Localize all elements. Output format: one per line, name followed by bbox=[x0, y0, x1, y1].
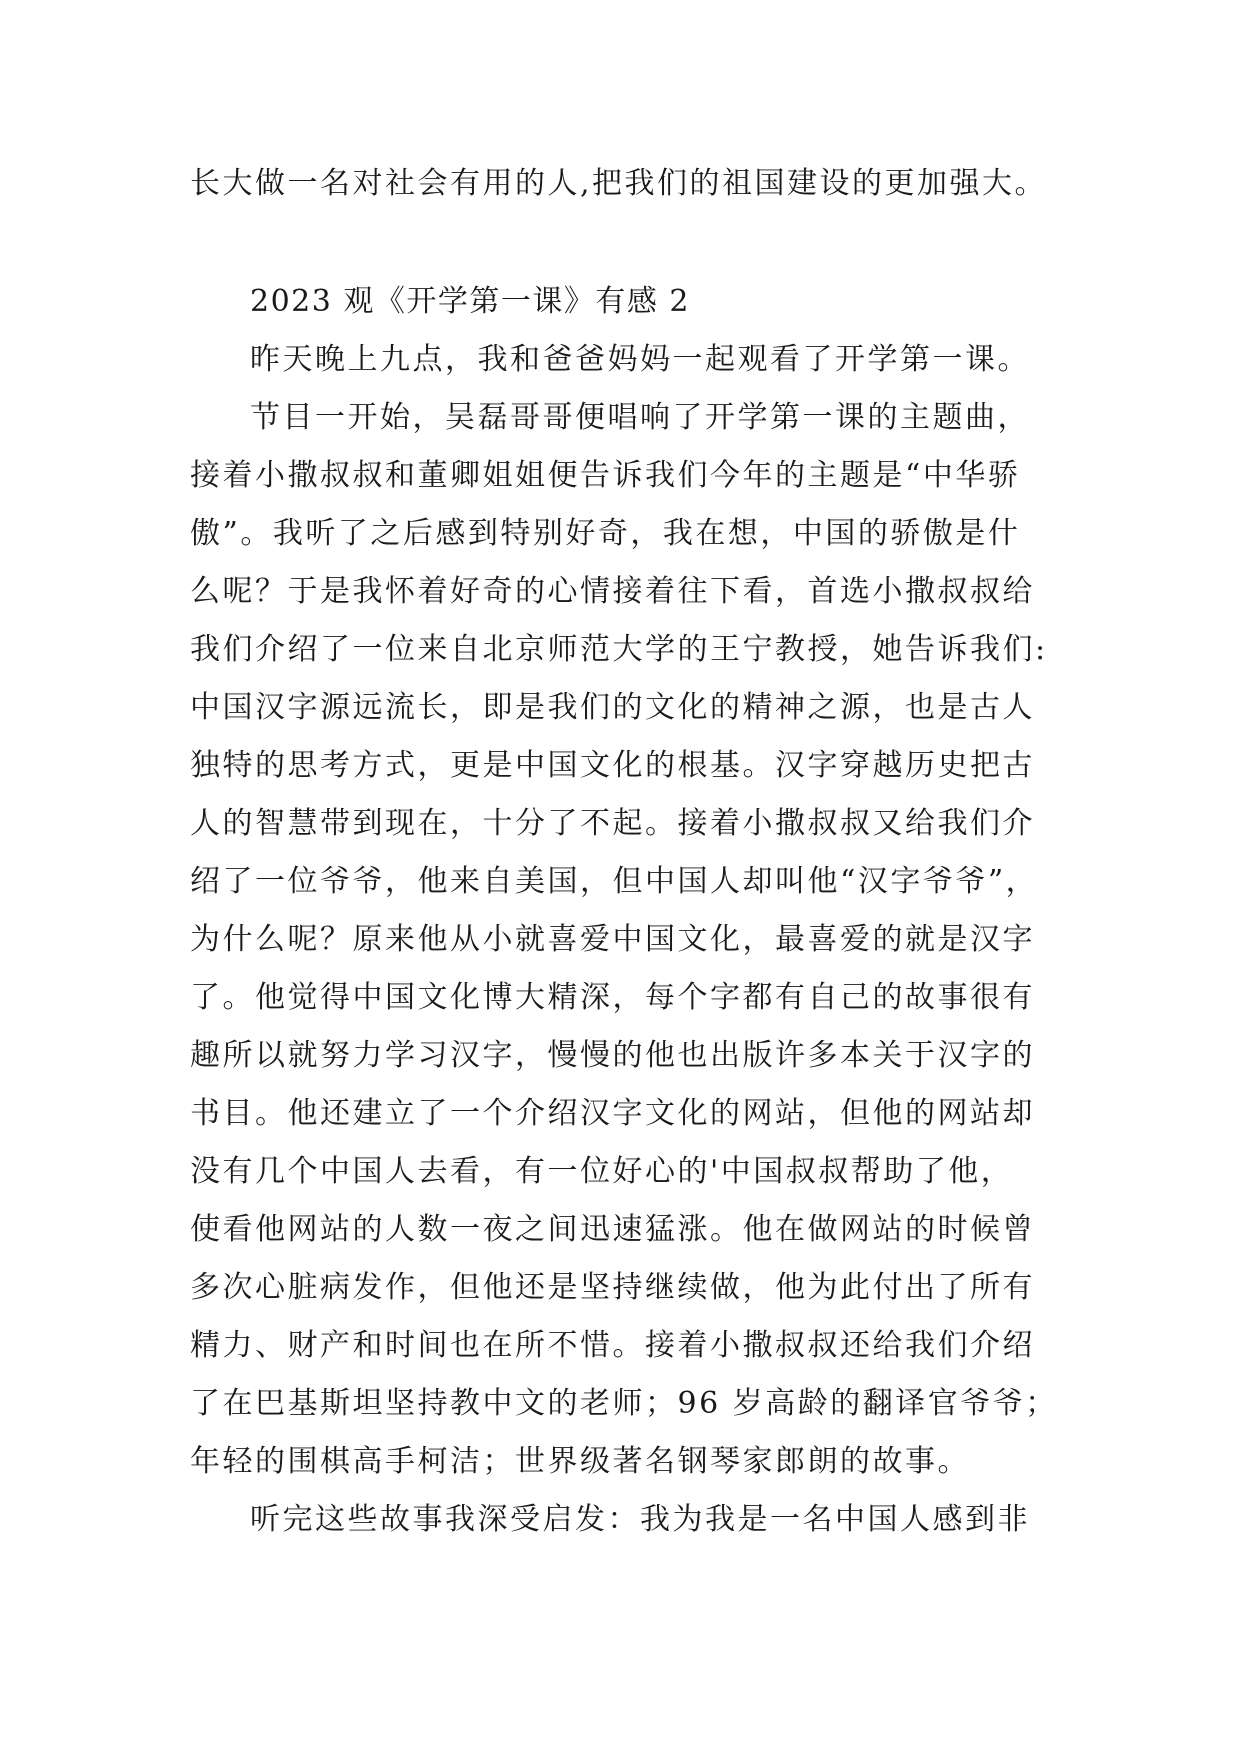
paragraph-line: 年轻的围棋高手柯洁；世界级著名钢琴家郎朗的故事。 bbox=[190, 1444, 970, 1479]
paragraph-line: 节目一开始，吴磊哥哥便唱响了开学第一课的主题曲， bbox=[250, 400, 1030, 435]
paragraph-line: 多次心脏病发作，但他还是坚持继续做，他为此付出了所有 bbox=[190, 1270, 1035, 1305]
section-heading: 2023 观《开学第一课》有感 2 bbox=[250, 284, 691, 319]
intro-line: 长大做一名对社会有用的人,把我们的祖国建设的更加强大。 bbox=[190, 166, 1048, 201]
paragraph-line: 没有几个中国人去看，有一位好心的'中国叔叔帮助了他， bbox=[190, 1154, 1014, 1189]
paragraph-line: 独特的思考方式，更是中国文化的根基。汉字穿越历史把古 bbox=[190, 748, 1035, 783]
paragraph-line: 使看他网站的人数一夜之间迅速猛涨。他在做网站的时候曾 bbox=[190, 1212, 1035, 1247]
paragraph-line: 人的智慧带到现在，十分了不起。接着小撒叔叔又给我们介 bbox=[190, 806, 1035, 841]
paragraph-line: 昨天晚上九点，我和爸爸妈妈一起观看了开学第一课。 bbox=[250, 342, 1030, 377]
paragraph-line: 听完这些故事我深受启发：我为我是一名中国人感到非 bbox=[250, 1502, 1030, 1537]
paragraph-line: 书目。他还建立了一个介绍汉字文化的网站，但他的网站却 bbox=[190, 1096, 1035, 1131]
paragraph-line: 了。他觉得中国文化博大精深，每个字都有自己的故事很有 bbox=[190, 980, 1035, 1015]
paragraph-line: 了在巴基斯坦坚持教中文的老师；96 岁高龄的翻译官爷爷； bbox=[190, 1386, 1058, 1421]
paragraph-line: 傲”。我听了之后感到特别好奇，我在想，中国的骄傲是什 bbox=[190, 516, 1021, 551]
paragraph-line: 么呢？于是我怀着好奇的心情接着往下看，首选小撒叔叔给 bbox=[190, 574, 1035, 609]
paragraph-line: 我们介绍了一位来自北京师范大学的王宁教授，她告诉我们: bbox=[190, 632, 1048, 667]
paragraph-line: 为什么呢？原来他从小就喜爱中国文化，最喜爱的就是汉字 bbox=[190, 922, 1035, 957]
paragraph-line: 精力、财产和时间也在所不惜。接着小撒叔叔还给我们介绍 bbox=[190, 1328, 1035, 1363]
paragraph-line: 趣所以就努力学习汉字，慢慢的他也出版许多本关于汉字的 bbox=[190, 1038, 1035, 1073]
paragraph-line: 接着小撒叔叔和董卿姐姐便告诉我们今年的主题是“中华骄 bbox=[190, 458, 1021, 493]
paragraph-line: 绍了一位爷爷，他来自美国，但中国人却叫他“汉字爷爷”， bbox=[190, 864, 1039, 899]
paragraph-line: 中国汉字源远流长，即是我们的文化的精神之源，也是古人 bbox=[190, 690, 1035, 725]
